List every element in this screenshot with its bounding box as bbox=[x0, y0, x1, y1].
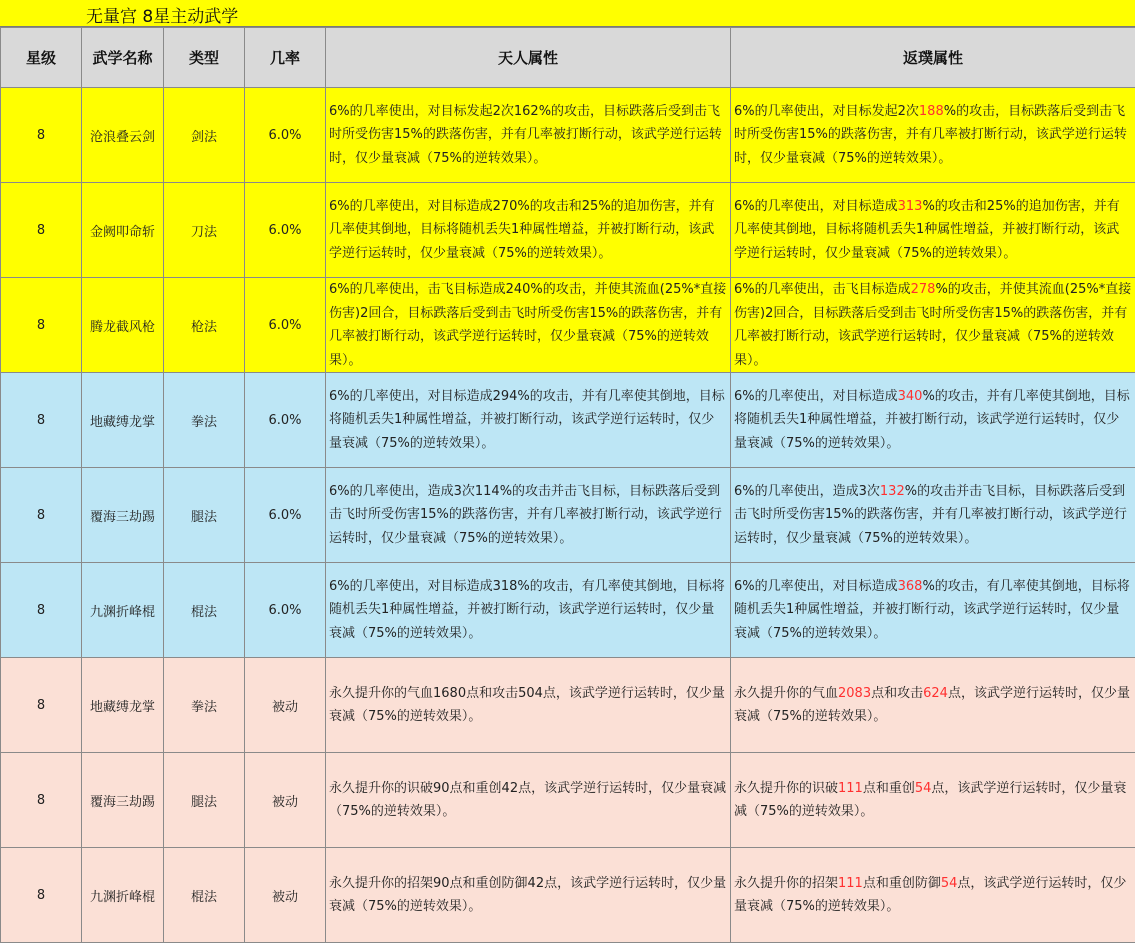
cell-rate[interactable]: 被动 bbox=[245, 753, 326, 848]
fanpu-text: %的攻击，并使其流血(25%*直接伤害)2回合，目标跌落后受到击飞时所受伤害15%的跌落伤害，并有几率被打断行动，该武学逆行运转时，仅少量衰减（75%的逆转效果）。 bbox=[734, 282, 1132, 368]
fanpu-text: 点和重创 bbox=[862, 780, 915, 796]
cell-skill-name[interactable]: 九渊折峰棍 bbox=[82, 848, 164, 943]
header-skill-name[interactable]: 武学名称 bbox=[82, 28, 164, 88]
cell-skill-name[interactable]: 地藏缚龙掌 bbox=[82, 658, 164, 753]
fanpu-text: 永久提升你的招架 bbox=[734, 875, 839, 891]
table-row bbox=[1, 658, 1135, 753]
cell-tianren[interactable]: 永久提升你的气血1680点和攻击504点，该武学逆行运转时，仅少量衰减（75%的逆转效果）。 bbox=[326, 658, 731, 753]
cell-rate[interactable]: 6.0% bbox=[245, 468, 326, 563]
sheet-title-bar bbox=[0, 0, 1135, 27]
cell-star[interactable]: 8 bbox=[1, 88, 82, 183]
header-rate[interactable]: 几率 bbox=[245, 28, 326, 88]
cell-rate[interactable]: 6.0% bbox=[245, 88, 326, 183]
header-tianren[interactable]: 天人属性 bbox=[326, 28, 731, 88]
cell-star[interactable]: 8 bbox=[1, 848, 82, 943]
fanpu-highlight-value: 340 bbox=[897, 388, 923, 404]
fanpu-text: 6%的几率使出，对目标造成 bbox=[734, 388, 898, 404]
header-type[interactable]: 类型 bbox=[164, 28, 245, 88]
cell-star[interactable]: 8 bbox=[1, 468, 82, 563]
header-row bbox=[1, 28, 1135, 88]
fanpu-highlight-value: 313 bbox=[897, 198, 923, 214]
skills-table bbox=[0, 27, 1135, 943]
cell-tianren[interactable]: 6%的几率使出，对目标发起2次162%的攻击，目标跌落后受到击飞时所受伤害15%的跌落伤害，并有几率被打断行动，该武学逆行运转时，仅少量衰减（75%的逆转效果）。 bbox=[326, 88, 731, 183]
table-row bbox=[1, 373, 1135, 468]
sheet-title: 无量宫 8星主动武学 bbox=[86, 7, 239, 27]
cell-tianren[interactable]: 6%的几率使出，对目标造成270%的攻击和25%的追加伤害，并有几率使其倒地，目标将随机丢失1种属性增益，并被打断行动，该武学逆行运转时，仅少量衰减（75%的逆转效果）。 bbox=[326, 183, 731, 278]
fanpu-text: 永久提升你的识破 bbox=[734, 780, 839, 796]
cell-tianren[interactable]: 6%的几率使出，对目标造成318%的攻击，有几率使其倒地，目标将随机丢失1种属性增益，并被打断行动，该武学逆行运转时，仅少量衰减（75%的逆转效果）。 bbox=[326, 563, 731, 658]
cell-type[interactable]: 刀法 bbox=[164, 183, 245, 278]
fanpu-highlight-value: 132 bbox=[879, 483, 905, 499]
cell-rate[interactable]: 被动 bbox=[245, 848, 326, 943]
cell-star[interactable]: 8 bbox=[1, 563, 82, 658]
cell-tianren[interactable]: 6%的几率使出，造成3次114%的攻击并击飞目标，目标跌落后受到击飞时所受伤害15%的跌落伤害，并有几率被打断行动，该武学逆行运转时，仅少量衰减（75%的逆转效果）。 bbox=[326, 468, 731, 563]
fanpu-highlight-value: 54 bbox=[940, 875, 958, 891]
cell-star[interactable]: 8 bbox=[1, 183, 82, 278]
fanpu-text: %的攻击，有几率使其倒地，目标将随机丢失1种属性增益，并被打断行动，该武学逆行运转时，仅少量衰减（75%的逆转效果）。 bbox=[734, 578, 1130, 641]
cell-fanpu[interactable] bbox=[731, 563, 1135, 658]
cell-type[interactable]: 枪法 bbox=[164, 278, 245, 373]
cell-skill-name[interactable]: 地藏缚龙掌 bbox=[82, 373, 164, 468]
fanpu-text: 点和重创防御 bbox=[862, 875, 941, 891]
cell-skill-name[interactable]: 覆海三劫踢 bbox=[82, 468, 164, 563]
cell-rate[interactable]: 6.0% bbox=[245, 373, 326, 468]
table-row bbox=[1, 88, 1135, 183]
fanpu-highlight-value: 111 bbox=[838, 780, 863, 796]
fanpu-text: 点，该武学逆行运转时，仅少量衰减（75%的逆转效果）。 bbox=[734, 875, 1127, 914]
fanpu-text: %的攻击，并有几率使其倒地，目标将随机丢失1种属性增益，并被打断行动，该武学逆行运转时，仅少量衰减（75%的逆转效果）。 bbox=[734, 388, 1130, 451]
fanpu-highlight-value: 2083 bbox=[838, 685, 872, 701]
fanpu-highlight-value: 368 bbox=[897, 578, 923, 594]
cell-type[interactable]: 棍法 bbox=[164, 848, 245, 943]
cell-tianren[interactable]: 6%的几率使出，对目标造成294%的攻击，并有几率使其倒地，目标将随机丢失1种属性增益，并被打断行动，该武学逆行运转时，仅少量衰减（75%的逆转效果）。 bbox=[326, 373, 731, 468]
fanpu-text: 6%的几率使出，对目标造成 bbox=[734, 578, 898, 594]
fanpu-text: 6%的几率使出，造成3次 bbox=[734, 483, 880, 499]
cell-tianren[interactable]: 6%的几率使出，击飞目标造成240%的攻击，并使其流血(25%*直接伤害)2回合，目标跌落后受到击飞时所受伤害15%的跌落伤害，并有几率被打断行动，该武学逆行运转时，仅少量衰减（75%的逆转效果）。 bbox=[326, 278, 731, 373]
fanpu-text: 点，该武学逆行运转时，仅少量衰减（75%的逆转效果）。 bbox=[734, 780, 1127, 819]
cell-fanpu[interactable] bbox=[731, 658, 1135, 753]
table-row bbox=[1, 563, 1135, 658]
cell-fanpu[interactable] bbox=[731, 468, 1135, 563]
cell-rate[interactable]: 6.0% bbox=[245, 183, 326, 278]
cell-star[interactable]: 8 bbox=[1, 373, 82, 468]
fanpu-highlight-value: 111 bbox=[838, 875, 863, 891]
cell-fanpu[interactable] bbox=[731, 183, 1135, 278]
fanpu-text: 6%的几率使出，对目标造成 bbox=[734, 198, 898, 214]
cell-skill-name[interactable]: 覆海三劫踢 bbox=[82, 753, 164, 848]
fanpu-text: %的攻击并击飞目标，目标跌落后受到击飞时所受伤害15%的跌落伤害，并有几率被打断行动，该武学逆行运转时，仅少量衰减（75%的逆转效果）。 bbox=[734, 483, 1127, 546]
fanpu-text: 点，该武学逆行运转时，仅少量衰减（75%的逆转效果）。 bbox=[734, 685, 1130, 724]
table-row bbox=[1, 848, 1135, 943]
table-row bbox=[1, 183, 1135, 278]
fanpu-text: 6%的几率使出，对目标发起2次 bbox=[734, 103, 919, 119]
cell-fanpu[interactable] bbox=[731, 373, 1135, 468]
cell-star[interactable]: 8 bbox=[1, 278, 82, 373]
cell-type[interactable]: 剑法 bbox=[164, 88, 245, 183]
cell-skill-name[interactable]: 金阙叩命斩 bbox=[82, 183, 164, 278]
fanpu-highlight-value: 188 bbox=[918, 103, 944, 119]
fanpu-text: %的攻击和25%的追加伤害，并有几率使其倒地，目标将随机丢失1种属性增益，并被打断行动，该武学逆行运转时，仅少量衰减（75%的逆转效果）。 bbox=[734, 198, 1120, 261]
cell-type[interactable]: 腿法 bbox=[164, 468, 245, 563]
cell-tianren[interactable]: 永久提升你的识破90点和重创42点，该武学逆行运转时，仅少量衰减（75%的逆转效果）。 bbox=[326, 753, 731, 848]
header-fanpu[interactable]: 返璞属性 bbox=[731, 28, 1135, 88]
cell-rate[interactable]: 6.0% bbox=[245, 278, 326, 373]
fanpu-text: 点和攻击 bbox=[871, 685, 924, 701]
cell-type[interactable]: 拳法 bbox=[164, 658, 245, 753]
cell-type[interactable]: 棍法 bbox=[164, 563, 245, 658]
fanpu-highlight-value: 278 bbox=[910, 282, 936, 297]
cell-skill-name[interactable]: 腾龙截风枪 bbox=[82, 278, 164, 373]
fanpu-highlight-value: 54 bbox=[914, 780, 932, 796]
table-row bbox=[1, 753, 1135, 848]
cell-fanpu[interactable] bbox=[731, 88, 1135, 183]
table-row bbox=[1, 278, 1135, 373]
table-row bbox=[1, 468, 1135, 563]
cell-type[interactable]: 腿法 bbox=[164, 753, 245, 848]
cell-star[interactable]: 8 bbox=[1, 658, 82, 753]
cell-fanpu[interactable] bbox=[731, 848, 1135, 943]
cell-fanpu[interactable] bbox=[731, 753, 1135, 848]
cell-fanpu[interactable] bbox=[731, 278, 1135, 373]
cell-tianren[interactable]: 永久提升你的招架90点和重创防御42点，该武学逆行运转时，仅少量衰减（75%的逆转效果）。 bbox=[326, 848, 731, 943]
cell-star[interactable]: 8 bbox=[1, 753, 82, 848]
cell-skill-name[interactable]: 九渊折峰棍 bbox=[82, 563, 164, 658]
cell-type[interactable]: 拳法 bbox=[164, 373, 245, 468]
cell-skill-name[interactable]: 沧浪叠云剑 bbox=[82, 88, 164, 183]
header-star[interactable]: 星级 bbox=[1, 28, 82, 88]
fanpu-text: 6%的几率使出，击飞目标造成 bbox=[734, 282, 911, 297]
cell-rate[interactable]: 6.0% bbox=[245, 563, 326, 658]
fanpu-highlight-value: 624 bbox=[923, 685, 948, 701]
cell-rate[interactable]: 被动 bbox=[245, 658, 326, 753]
fanpu-text: %的攻击，目标跌落后受到击飞时所受伤害15%的跌落伤害，并有几率被打断行动，该武学逆行运转时，仅少量衰减（75%的逆转效果）。 bbox=[734, 103, 1127, 166]
fanpu-text: 永久提升你的气血 bbox=[734, 685, 839, 701]
